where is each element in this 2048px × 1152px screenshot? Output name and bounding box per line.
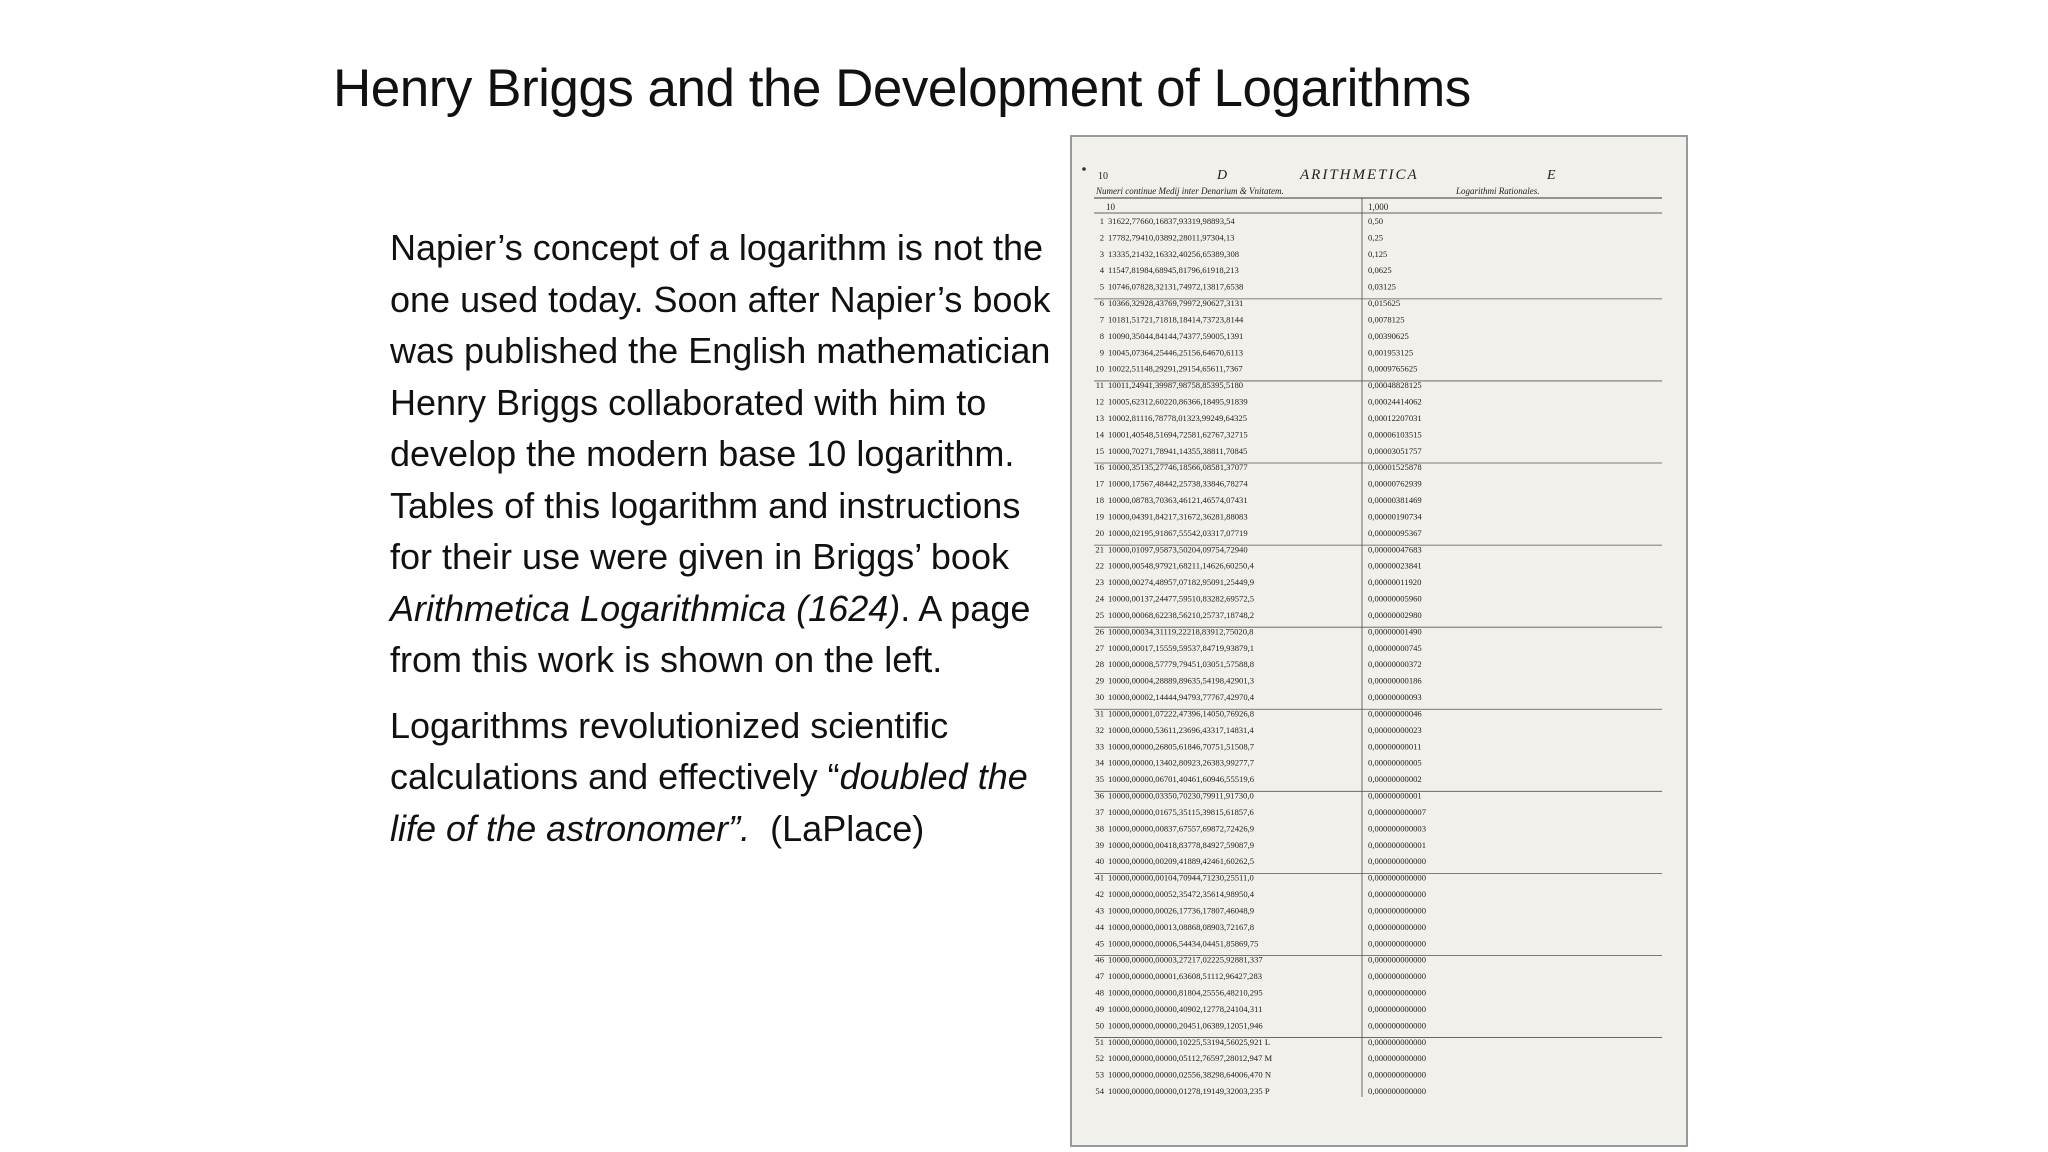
row-logarithm: 0,000000000000: [1368, 971, 1427, 982]
row-index: 49: [1095, 1003, 1104, 1014]
row-logarithm: 0,00012207031: [1368, 412, 1422, 423]
row-number: 10000,00000,13402,80923,26383,99277,7: [1108, 757, 1255, 768]
row-number: 10000,00000,00104,70944,71230,25511,0: [1108, 872, 1254, 883]
row-number: 10000,00000,00000,20451,06389,12051,946: [1108, 1020, 1263, 1031]
row-number: 10000,00000,03350,70230,79911,91730,0: [1108, 790, 1254, 801]
row-logarithm: 0,000000000007: [1368, 806, 1427, 817]
row-index: 21: [1095, 544, 1104, 555]
row-logarithm: 0,000000000000: [1368, 1003, 1427, 1014]
page-number: 10: [1098, 171, 1108, 182]
row-index: 29: [1095, 675, 1104, 686]
row-number: 10000,00000,00000,40902,12778,24104,311: [1108, 1003, 1263, 1014]
row-logarithm: 0,25: [1368, 232, 1384, 243]
row-index: 46: [1095, 954, 1104, 965]
slide-title: Henry Briggs and the Development of Logarithms: [333, 59, 1471, 118]
row-logarithm: 0,000000000000: [1368, 856, 1427, 867]
row-index: 39: [1095, 839, 1104, 850]
row-logarithm: 0,000000000000: [1368, 1036, 1427, 1047]
row-index: 19: [1095, 511, 1104, 522]
row-logarithm: 0,00000000372: [1368, 659, 1422, 670]
row-index: 37: [1095, 806, 1104, 817]
row-index: 47: [1095, 971, 1104, 982]
row-index: 26: [1095, 626, 1104, 637]
row-logarithm: 0,000000000000: [1368, 938, 1427, 949]
header-title: ARITHMETICA: [1300, 167, 1419, 183]
row-number: 10000,00001,07222,47396,14050,76926,8: [1108, 708, 1255, 719]
row-number: 10000,00000,00000,81804,25556,48210,295: [1108, 987, 1263, 998]
row-logarithm: 0,00001525878: [1368, 462, 1422, 473]
row-index: 42: [1095, 889, 1104, 900]
row-number: 10002,81116,78778,01323,99249,64325: [1108, 412, 1248, 423]
row-number: 10045,07364,25446,25156,64670,6113: [1108, 347, 1244, 358]
row-logarithm: 0,00000005960: [1368, 593, 1422, 604]
body-text: [390, 222, 1070, 854]
row-logarithm: 0,0078125: [1368, 314, 1405, 325]
row-number: 10000,00000,26805,61846,70751,51508,7: [1108, 741, 1255, 752]
row-index: 40: [1095, 856, 1104, 867]
row-index: 17: [1095, 478, 1104, 489]
row-number: 31622,77660,16837,93319,98893,54: [1108, 216, 1235, 226]
row-logarithm: 0,00003051757: [1368, 445, 1422, 456]
row-logarithm: 0,00000095367: [1368, 527, 1422, 538]
row-logarithm: 0,000000000000: [1368, 1020, 1427, 1031]
row-number: 10000,00000,00052,35472,35614,98950,4: [1108, 889, 1255, 900]
row-logarithm: 0,00000000745: [1368, 642, 1422, 653]
row-logarithm: 0,00000047683: [1368, 544, 1422, 555]
row-index: 13: [1095, 412, 1104, 423]
row-number: 10181,51721,71818,18414,73723,8144: [1108, 314, 1244, 325]
row-index: 14: [1095, 429, 1104, 440]
row-index: 18: [1095, 495, 1104, 506]
row-number: 10000,00000,00000,02556,38298,64006,470 N: [1108, 1069, 1272, 1080]
row-logarithm: 0,0625: [1368, 265, 1392, 276]
row-number: 10001,40548,51694,72581,62767,32715: [1108, 429, 1248, 440]
row-number: 10000,00274,48957,07182,95091,25449,9: [1108, 577, 1255, 588]
row-index: 15: [1095, 445, 1104, 456]
row-number: 10000,00000,00418,83778,84927,59087,9: [1108, 839, 1255, 850]
row-number: 10000,02195,91867,55542,03317,07719: [1108, 527, 1248, 538]
row-number: 10000,00548,97921,68211,14626,60250,4: [1108, 560, 1254, 571]
paragraph-laplace-text: Logarithms revolutionized scientific calculations and effectively “: [390, 704, 949, 797]
row-number: 10011,24941,39987,98758,85395,5180: [1108, 380, 1244, 391]
first-row-left: 10: [1106, 202, 1115, 212]
row-logarithm: 0,00390625: [1368, 330, 1409, 341]
row-index: 2: [1099, 232, 1104, 243]
row-index: 3: [1099, 248, 1104, 259]
paragraph-briggs-end: . A page from this work is shown on the left.: [390, 587, 1031, 680]
row-number: 10000,01097,95873,50204,09754,72940: [1108, 544, 1248, 555]
row-number: 10000,00000,00013,08868,08903,72167,8: [1108, 921, 1255, 932]
row-logarithm: 0,00000023841: [1368, 560, 1422, 571]
row-index: 27: [1095, 642, 1104, 653]
page-speck: [1082, 167, 1086, 171]
row-index: 53: [1095, 1069, 1104, 1080]
row-index: 8: [1099, 330, 1104, 341]
row-number: 10746,07828,32131,74972,13817,6538: [1108, 281, 1244, 292]
row-number: 10000,00000,00006,54434,04451,85869,75: [1108, 938, 1259, 949]
row-number: 10000,35135,27746,18566,08581,37077: [1108, 462, 1248, 473]
row-index: 54: [1095, 1086, 1104, 1096]
logarithm-table-page: [1070, 135, 1688, 1147]
row-index: 1: [1099, 216, 1104, 226]
row-number: 10000,00000,00003,27217,02225,92881,337: [1108, 954, 1263, 965]
row-logarithm: 0,125: [1368, 248, 1388, 259]
row-logarithm: 0,00000002980: [1368, 609, 1422, 620]
row-logarithm: 0,00000000005: [1368, 757, 1422, 768]
row-logarithm: 0,000000000000: [1368, 987, 1427, 998]
book-title: Arithmetica Logarithmica (1624): [390, 587, 901, 629]
row-logarithm: 0,001953125: [1368, 347, 1414, 358]
row-logarithm: 0,00000000046: [1368, 708, 1422, 719]
row-number: 10090,35044,84144,74377,59005,1391: [1108, 330, 1244, 341]
row-index: 33: [1095, 741, 1104, 752]
row-index: 51: [1095, 1036, 1104, 1047]
row-logarithm: 0,00000381469: [1368, 495, 1422, 506]
row-number: 10000,00137,24477,59510,83282,69572,5: [1108, 593, 1255, 604]
row-number: 10000,00002,14444,94793,77767,42970,4: [1108, 692, 1255, 703]
row-number: 10000,00000,06701,40461,60946,55519,6: [1108, 774, 1255, 785]
row-logarithm: 0,00000000186: [1368, 675, 1422, 686]
row-index: 50: [1095, 1020, 1104, 1031]
row-number: 10000,00000,00026,17736,17807,46048,9: [1108, 905, 1255, 916]
row-number: 11547,81984,68945,81796,61918,213: [1108, 265, 1239, 276]
row-logarithm: 0,000000000000: [1368, 954, 1427, 965]
row-number: 17782,79410,03892,28011,97304,13: [1108, 232, 1235, 243]
row-index: 30: [1095, 692, 1104, 703]
row-index: 32: [1095, 724, 1104, 735]
row-index: 34: [1095, 757, 1104, 768]
row-index: 10: [1095, 363, 1104, 374]
row-number: 10000,00000,00837,67557,69872,72426,9: [1108, 823, 1255, 834]
row-index: 48: [1095, 987, 1104, 998]
row-index: 43: [1095, 905, 1104, 916]
row-logarithm: 0,00000001490: [1368, 626, 1422, 637]
row-logarithm: 0,00000011920: [1368, 577, 1422, 588]
row-logarithm: 0,00000000001: [1368, 790, 1422, 801]
row-index: 16: [1095, 462, 1104, 473]
row-index: 52: [1095, 1053, 1104, 1064]
row-number: 10000,00000,00000,01278,19149,32003,235 P: [1108, 1086, 1270, 1096]
row-logarithm: 0,50: [1368, 216, 1384, 226]
row-index: 45: [1095, 938, 1104, 949]
row-index: 23: [1095, 577, 1104, 588]
laplace-attribution: (LaPlace): [750, 807, 925, 849]
row-number: 10000,70271,78941,14355,38811,70845: [1108, 445, 1248, 456]
row-index: 9: [1099, 347, 1104, 358]
row-number: 10366,32928,43769,79972,90627,3131: [1108, 298, 1244, 309]
row-index: 28: [1095, 659, 1104, 670]
row-logarithm: 0,00048828125: [1368, 380, 1422, 391]
laplace-quote: doubled the life of the astronomer”.: [390, 756, 1028, 849]
row-logarithm: 0,00000190734: [1368, 511, 1422, 522]
row-logarithm: 0,000000000000: [1368, 1053, 1427, 1064]
row-index: 12: [1095, 396, 1104, 407]
row-number: 10000,00000,53611,23696,43317,14831,4: [1108, 724, 1254, 735]
row-logarithm: 0,00024414062: [1368, 396, 1422, 407]
row-logarithm: 0,00006103515: [1368, 429, 1422, 440]
row-number: 10000,00004,28889,89635,54198,42901,3: [1108, 675, 1255, 686]
row-index: 25: [1095, 609, 1104, 620]
row-logarithm: 0,000000000000: [1368, 889, 1427, 900]
row-index: 6: [1099, 298, 1104, 309]
row-number: 10022,51148,29291,29154,65611,7367: [1108, 363, 1243, 374]
row-index: 7: [1099, 314, 1104, 325]
header-letter-e: E: [1547, 168, 1556, 183]
row-logarithm: 0,000000000000: [1368, 1069, 1427, 1080]
row-index: 36: [1095, 790, 1104, 801]
row-index: 22: [1095, 560, 1104, 571]
row-index: 20: [1095, 527, 1104, 538]
paragraph-briggs-text: Napier’s concept of a logarithm is not the one used today. Soon after Napier’s book was published the English mathematician Henry Briggs collaborated with him to develop the modern base 10 logarithm. Tables of this logarithm and instructions for their use were given in Briggs’ book: [390, 227, 1051, 577]
row-index: 44: [1095, 921, 1104, 932]
row-number: 10000,17567,48442,25738,33846,78274: [1108, 478, 1248, 489]
row-index: 4: [1099, 265, 1104, 276]
first-row-right: 1,000: [1368, 202, 1389, 212]
row-number: 10000,00000,00209,41889,42461,60262,5: [1108, 856, 1255, 867]
row-index: 24: [1095, 593, 1104, 604]
row-number: 10000,08783,70363,46121,46574,07431: [1108, 495, 1248, 506]
row-logarithm: 0,000000000001: [1368, 839, 1427, 850]
row-logarithm: 0,000000000000: [1368, 905, 1427, 916]
row-number: 10000,00008,57779,79451,03051,57588,8: [1108, 659, 1255, 670]
row-number: 10000,00000,00000,10225,53194,56025,921 L: [1108, 1036, 1271, 1047]
row-number: 10000,00017,15559,59537,84719,93879,1: [1108, 642, 1255, 653]
row-logarithm: 0,015625: [1368, 298, 1401, 309]
row-number: 10000,00000,01675,35115,39815,61857,6: [1108, 806, 1254, 817]
row-number: 10000,00000,00001,63608,51112,96427,283: [1108, 971, 1263, 982]
header-letter-d: D: [1217, 168, 1228, 183]
row-number: 10005,62312,60220,86366,18495,91839: [1108, 396, 1248, 407]
paragraph-briggs: [390, 222, 1070, 686]
row-index: 11: [1095, 380, 1104, 391]
row-logarithm: 0,03125: [1368, 281, 1396, 292]
row-number: 13335,21432,16332,40256,65389,308: [1108, 248, 1240, 259]
row-logarithm: 0,000000000000: [1368, 872, 1427, 883]
row-index: 38: [1095, 823, 1104, 834]
column-heading-numbers: Numeri continue Medij inter Denarium & Vnitatem.: [1096, 186, 1284, 196]
row-number: 10000,04391,84217,31672,36281,88083: [1108, 511, 1248, 522]
row-logarithm: 0,000000000003: [1368, 823, 1427, 834]
row-logarithm: 0,00000000011: [1368, 741, 1422, 752]
row-index: 35: [1095, 774, 1104, 785]
row-logarithm: 0,000000000000: [1368, 1086, 1427, 1096]
row-number: 10000,00034,31119,22218,83912,75020,8: [1108, 626, 1254, 637]
row-logarithm: 0,00000000023: [1368, 724, 1422, 735]
row-number: 10000,00068,62238,56210,25737,18748,2: [1108, 609, 1255, 620]
row-logarithm: 0,000000000000: [1368, 921, 1427, 932]
row-logarithm: 0,00000000093: [1368, 692, 1422, 703]
row-index: 31: [1095, 708, 1104, 719]
row-logarithm: 0,00000000002: [1368, 774, 1422, 785]
logarithm-table-svg: [1072, 137, 1686, 1145]
row-logarithm: 0,0009765625: [1368, 363, 1418, 374]
paragraph-laplace: [390, 700, 1070, 855]
row-logarithm: 0,00000762939: [1368, 478, 1422, 489]
row-number: 10000,00000,00000,05112,76597,28012,947 M: [1108, 1053, 1273, 1064]
column-heading-logarithms: Logarithmi Rationales.: [1456, 186, 1540, 196]
row-index: 41: [1095, 872, 1104, 883]
row-index: 5: [1099, 281, 1104, 292]
